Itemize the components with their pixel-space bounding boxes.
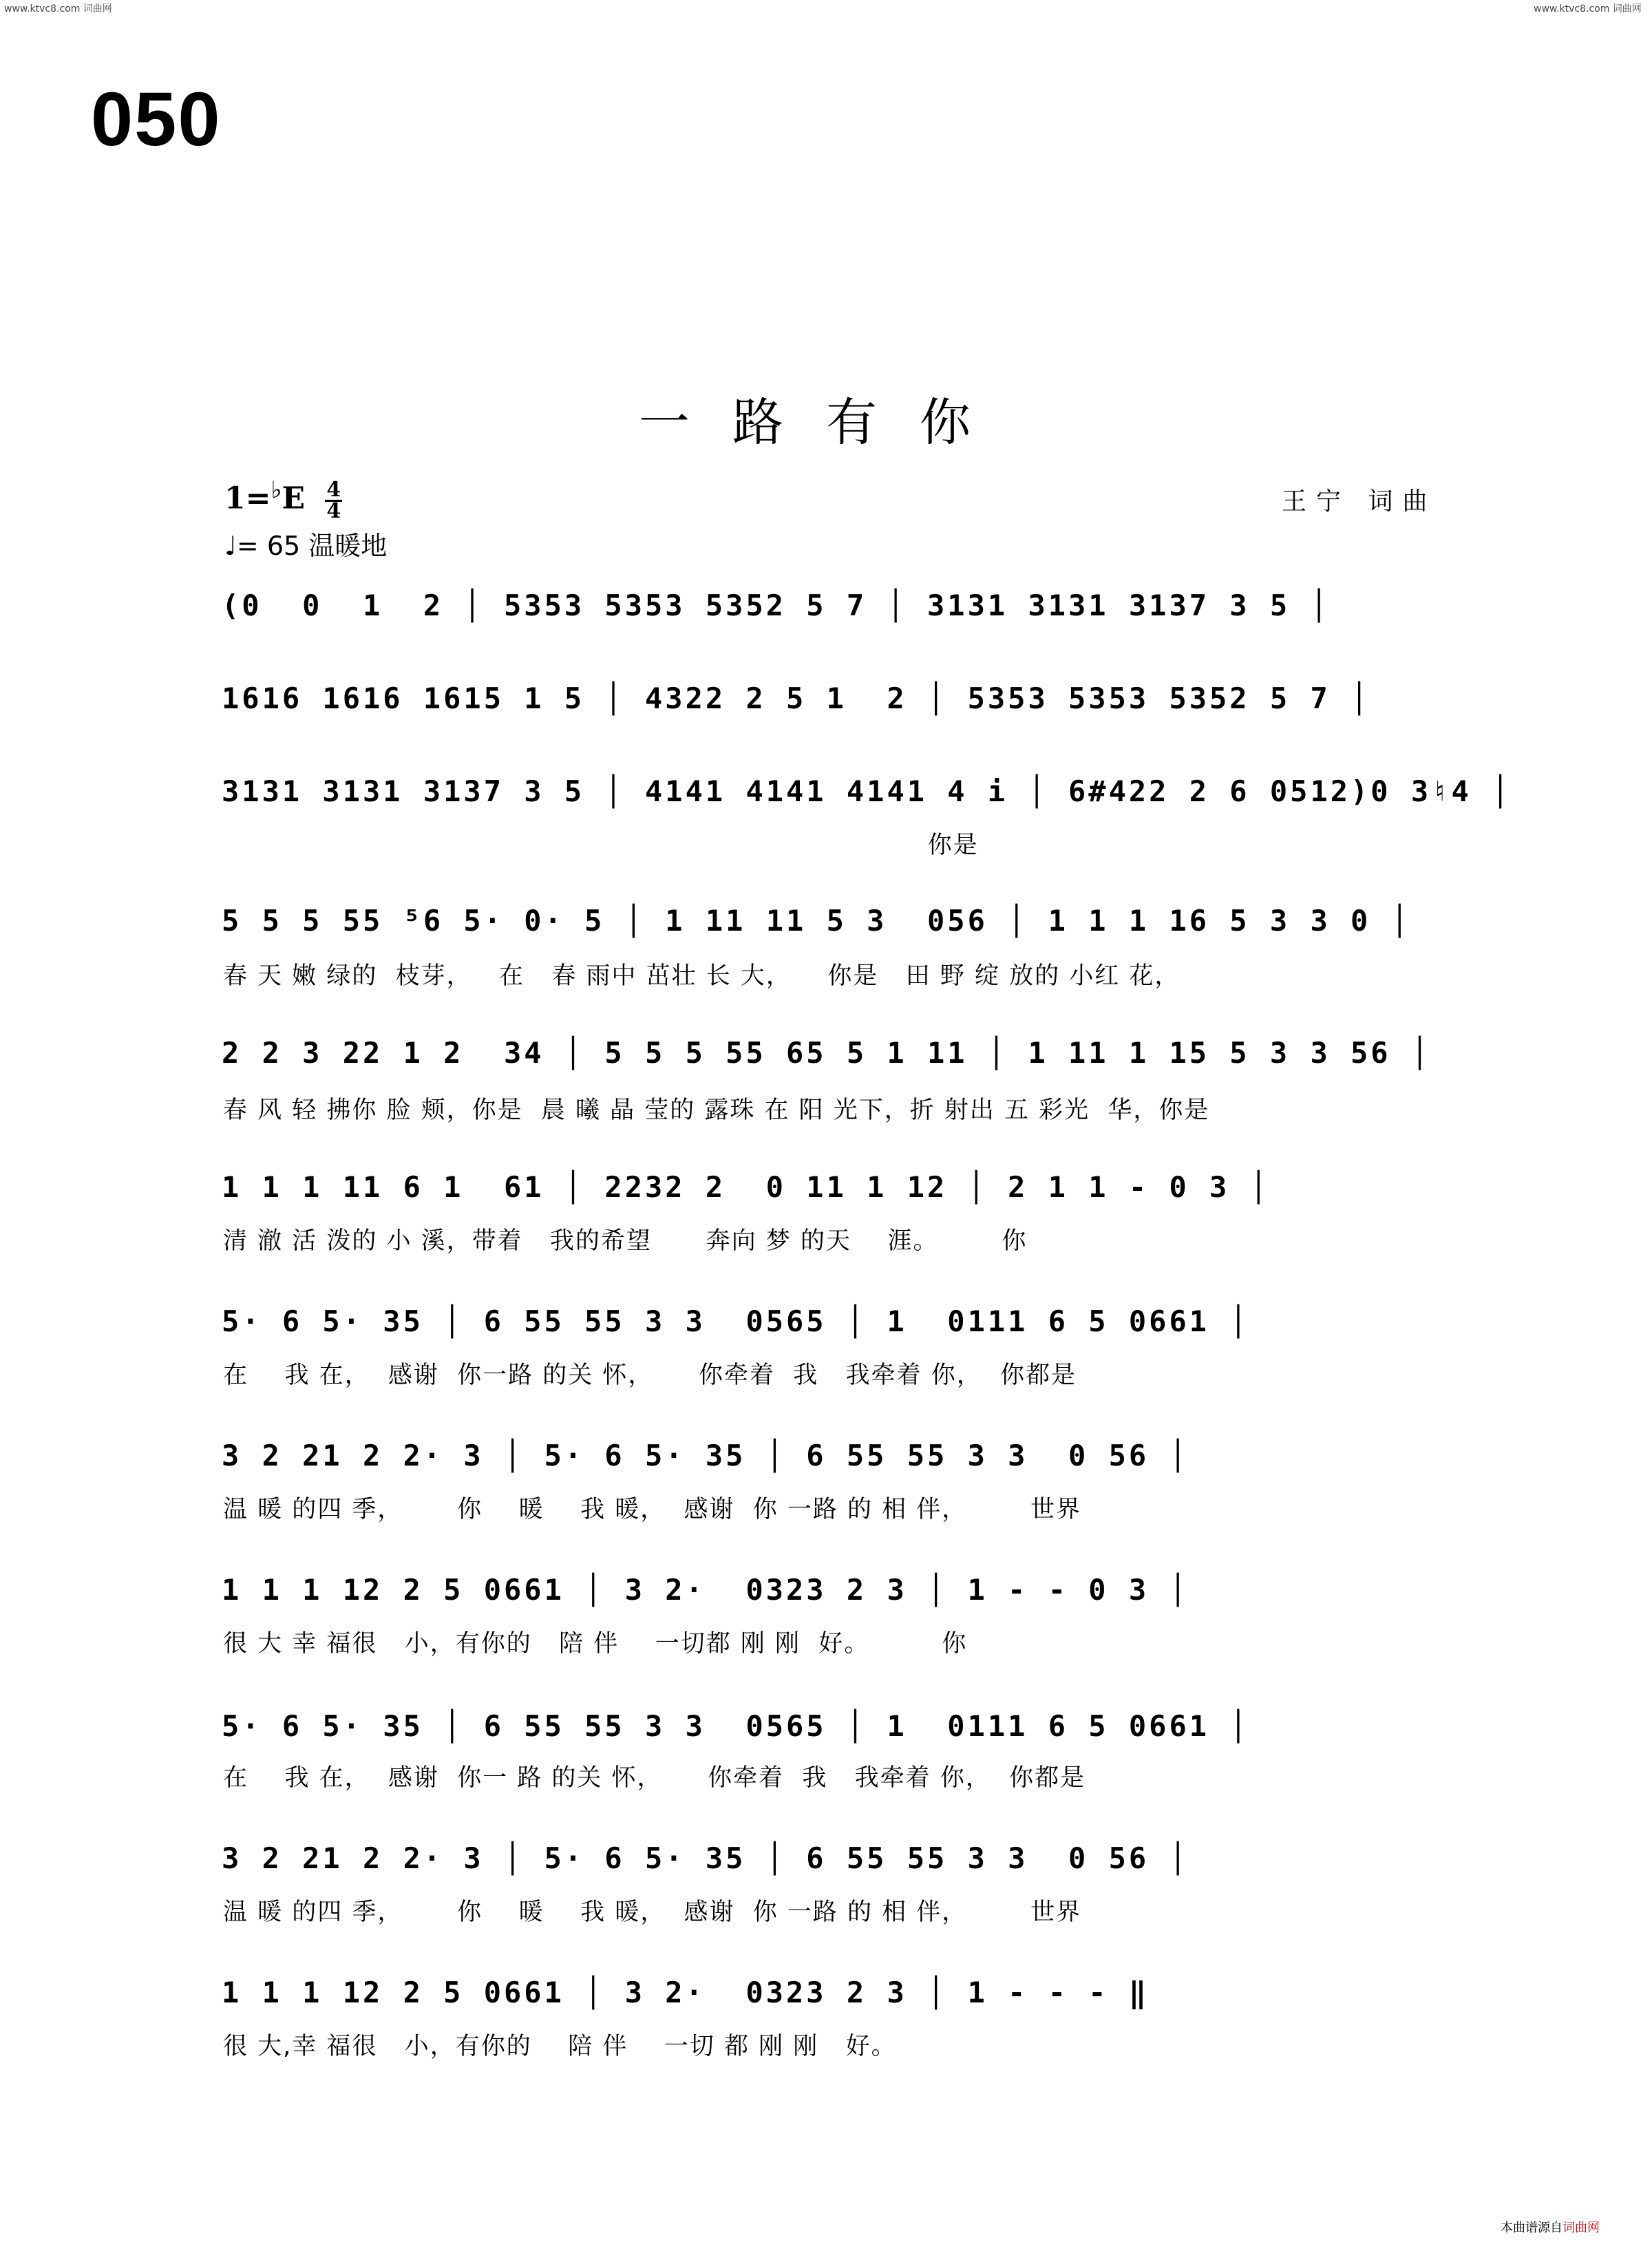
notation-line: 3 2 21 2 2· 3 │ 5· 6 5· 35 │ 6 55 55 3 3 0 56 │	[222, 1841, 1189, 1875]
notation-line: 1 1 1 12 2 5 0661 │ 3 2· 0323 2 3 │ 1 - - - ‖	[222, 1976, 1150, 2009]
lyric-line: 在 我 在， 感谢 你一路 的关 怀， 你牵着 我 我牵着 你， 你都是	[223, 1362, 1077, 1389]
notation-line: 1616 1616 1615 1 5 │ 4322 2 5 1 2 │ 5353 5353 5352 5 7 │	[222, 681, 1371, 715]
lyric-line: 温 暖 的四 季， 你 暖 我 暖， 感谢 你 一路 的 相 伴， 世界	[223, 1496, 1082, 1523]
footer-site: 词曲网	[1563, 2221, 1600, 2235]
notation-line: (0 0 1 2 │ 5353 5353 5352 5 7 │ 3131 3131 3137 3 5 │	[222, 589, 1331, 622]
time-top: 4	[326, 477, 341, 502]
page-number: 050	[91, 77, 222, 162]
footer-credit	[1501, 2218, 1600, 2236]
lyric-line: 春 天 嫩 绿的 枝芽， 在 春 雨中 茁壮 长 大， 你是 田 野 绽 放的 小红 花，	[223, 962, 1180, 990]
notation-line: 1 1 1 12 2 5 0661 │ 3 2· 0323 2 3 │ 1 - - 0 3 │	[222, 1573, 1189, 1607]
notation-line: 5· 6 5· 35 │ 6 55 55 3 3 0565 │ 1 0111 6 5 0661 │	[222, 1304, 1250, 1338]
lyric-line: 在 我 在， 感谢 你一 路 的关 怀， 你牵着 我 我牵着 你， 你都是	[223, 1764, 1086, 1792]
notation-line: 3 2 21 2 2· 3 │ 5· 6 5· 35 │ 6 55 55 3 3 0 56 │	[222, 1439, 1189, 1472]
notation-line: 5 5 5 55 ⁵6 5· 0· 5 │ 1 11 11 5 3 056 │ 1 1 1 16 5 3 3 0 │	[222, 904, 1411, 938]
key-prefix: 1=	[224, 480, 271, 516]
lyric-line: 很 大,幸 福很 小，有你的 陪 伴 一切 都 刚 刚 好。	[223, 2033, 897, 2060]
flat-symbol: ♭	[271, 476, 282, 504]
notation-line: 2 2 3 22 1 2 34 │ 5 5 5 55 65 5 1 11 │ 1 11 1 15 5 3 3 56 │	[222, 1036, 1432, 1070]
footer-text: 本曲谱源自	[1501, 2221, 1563, 2235]
notation-line: 3131 3131 3137 3 5 │ 4141 4141 4141 4 i │ 6#422 2 6 0512)0 3♮4 │	[222, 774, 1512, 808]
lyric-line: 春 风 轻 拂你 脸 颊，你是 晨 曦 晶 莹的 露珠 在 阳 光下，折 射出 五 彩光 华，你是	[223, 1097, 1210, 1124]
notation-line: 1 1 1 11 6 1 61 │ 2232 2 0 11 1 12 │ 2 1 1 - 0 3 │	[222, 1170, 1270, 1204]
time-bottom: 4	[326, 498, 341, 523]
lyric-line: 温 暖 的四 季， 你 暖 我 暖， 感谢 你 一路 的 相 伴， 世界	[223, 1899, 1082, 1926]
song-title: 一路有你	[639, 393, 1013, 452]
lyric-line: 清 澈 活 泼的 小 溪，带着 我的希望 奔向 梦 的天 涯。 你	[223, 1227, 1028, 1255]
author-credit: 王宁 词曲	[1282, 487, 1437, 516]
tempo-marking: ♩= 65 温暖地	[224, 531, 388, 561]
lyric-line: 很 大 幸 福很 小，有你的 陪 伴 一切都 刚 刚 好。 你	[223, 1630, 968, 1658]
lyric-line: 你是	[223, 832, 979, 859]
site-url-left: www.ktvc8.com 词曲网	[4, 3, 112, 14]
notation-line: 5· 6 5· 35 │ 6 55 55 3 3 0565 │ 1 0111 6 5 0661 │	[222, 1709, 1250, 1743]
time-signature	[325, 477, 342, 523]
key-signature	[224, 476, 342, 521]
site-url-right: www.ktvc8.com 词曲网	[1534, 3, 1642, 14]
key-note: E	[282, 480, 306, 516]
